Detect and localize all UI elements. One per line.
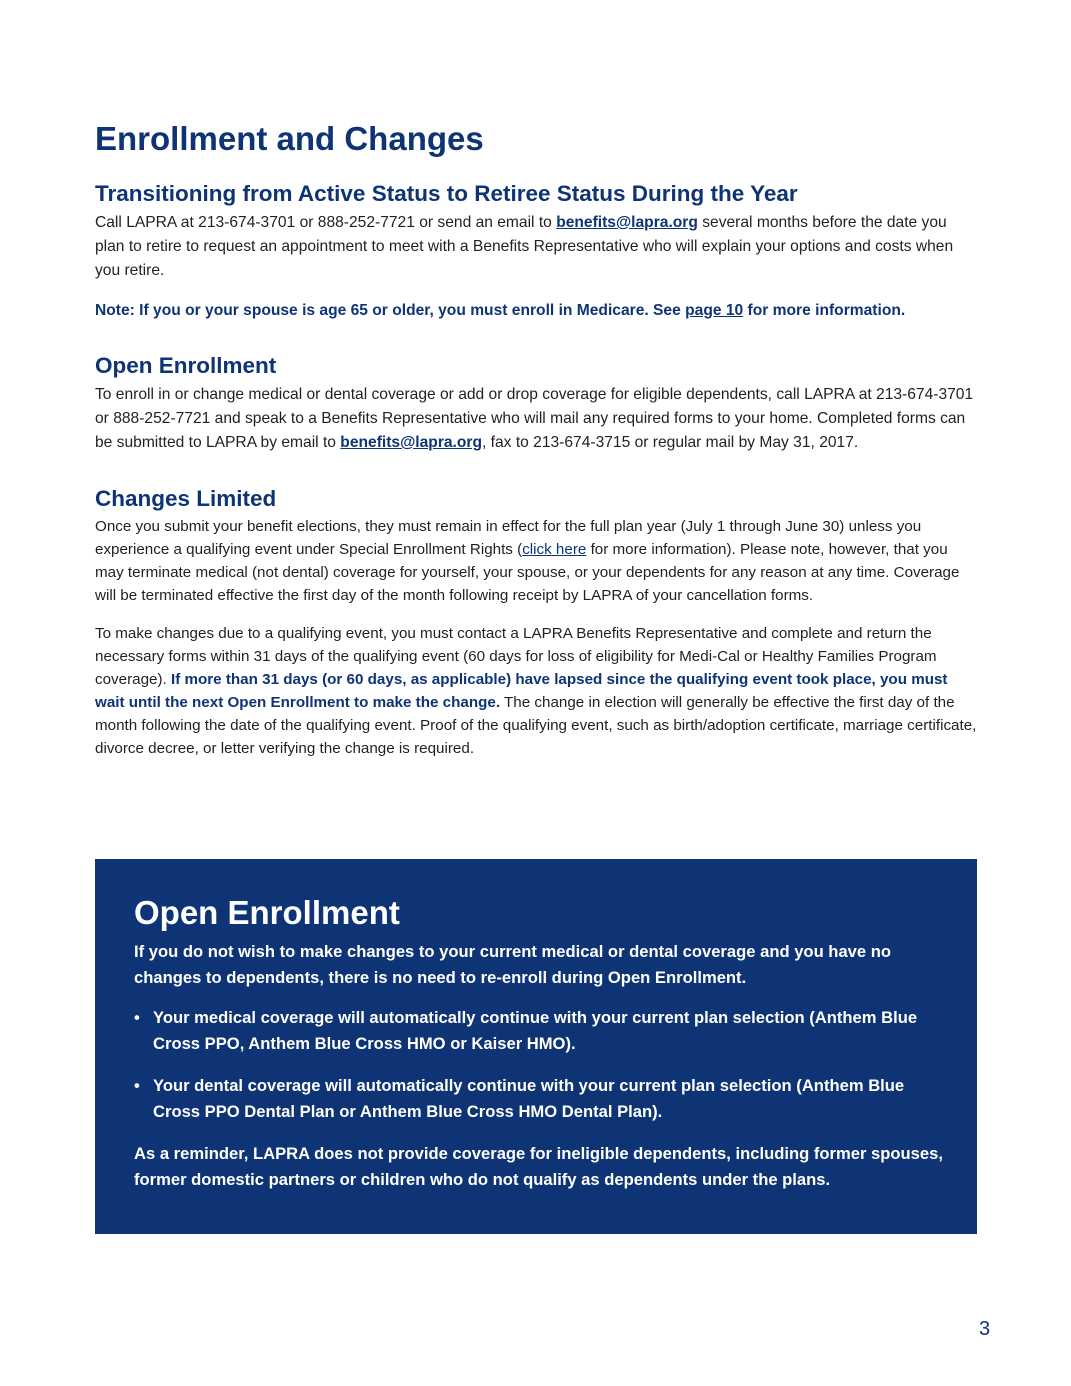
- list-item: • Your dental coverage will automatically continue with your current plan selection (Anthem Blue Cross PPO Dental Plan or Anthem Blue Cross HMO Dental Plan).: [134, 1076, 905, 1121]
- changes-paragraph-1: Once you submit your benefit elections, they must remain in effect for the full plan year (July 1 through June 30) unless you experience a qualifying event under Special Enrollment Rights (click here for more information). Please note, however, that you may terminate medical (not dental) coverage for yourself, your spouse, or your dependents for any reason at any time. Coverage will be terminated effective the first day of the month following receipt by LAPRA of your cancellation forms.: [95, 518, 960, 604]
- click-here-link[interactable]: click here: [522, 541, 587, 558]
- section-title-open-enrollment: Open Enrollment: [95, 353, 277, 378]
- open-enrollment-paragraph: To enroll in or change medical or dental coverage or add or drop coverage for eligible dependents, call LAPRA at 213-674-3701 or 888-252-7721 and speak to a Benefits Representative who will mail any required forms to your home. Completed forms can be submitted to LAPRA by email to benefits@lapra.org, fax to 213-674-3715 or regular mail by May 31, 2017.: [95, 386, 974, 451]
- list-item: • Your medical coverage will automatically continue with your current plan selection (Anthem Blue Cross PPO, Anthem Blue Cross HMO or Kaiser HMO).: [134, 1008, 918, 1053]
- medicare-note: Note: If you or your spouse is age 65 or older, you must enroll in Medicare. See page 10 for more information.: [95, 302, 906, 319]
- email-link[interactable]: benefits@lapra.org: [340, 434, 483, 451]
- page-content: [95, 118, 977, 760]
- email-link[interactable]: benefits@lapra.org: [556, 214, 698, 231]
- page-10-link[interactable]: page 10: [685, 302, 744, 319]
- section-title-transitioning: Transitioning from Active Status to Retiree Status During the Year: [95, 181, 798, 206]
- open-enrollment-callout: [95, 859, 977, 1234]
- page-title: Enrollment and Changes: [95, 120, 484, 157]
- changes-paragraph-2: To make changes due to a qualifying event, you must contact a LAPRA Benefits Representative and complete and return the necessary forms within 31 days of the qualifying event (60 days for loss of eligibility for Medi-Cal or Healthy Families Program coverage). If more than 31 days (or 60 days, as applicable) have lapsed since the qualifying event took place, you must wait until the next Open Enrollment to make the change. The change in election will generally be effective the first day of the month following the date of the qualifying event. Proof of the qualifying event, such as birth/adoption certificate, marriage certificate, divorce decree, or letter verifying the change is required.: [95, 625, 977, 757]
- page-number: 3: [979, 1318, 991, 1340]
- callout-intro: If you do not wish to make changes to your current medical or dental coverage and you have no changes to dependents, there is no need to re-enroll during Open Enrollment.: [134, 942, 892, 987]
- section-title-changes-limited: Changes Limited: [95, 486, 277, 511]
- callout-bullet-list: [134, 1005, 947, 1125]
- transitioning-paragraph: Call LAPRA at 213-674-3701 or 888-252-7721 or send an email to benefits@lapra.org several months before the date you plan to retire to request an appointment to meet with a Benefits Representative who will explain your options and costs when you retire.: [95, 214, 954, 279]
- callout-reminder: As a reminder, LAPRA does not provide coverage for ineligible dependents, including former spouses, former domestic partners or children who do not qualify as dependents under the plans.: [134, 1144, 943, 1189]
- callout-title: Open Enrollment: [134, 894, 400, 931]
